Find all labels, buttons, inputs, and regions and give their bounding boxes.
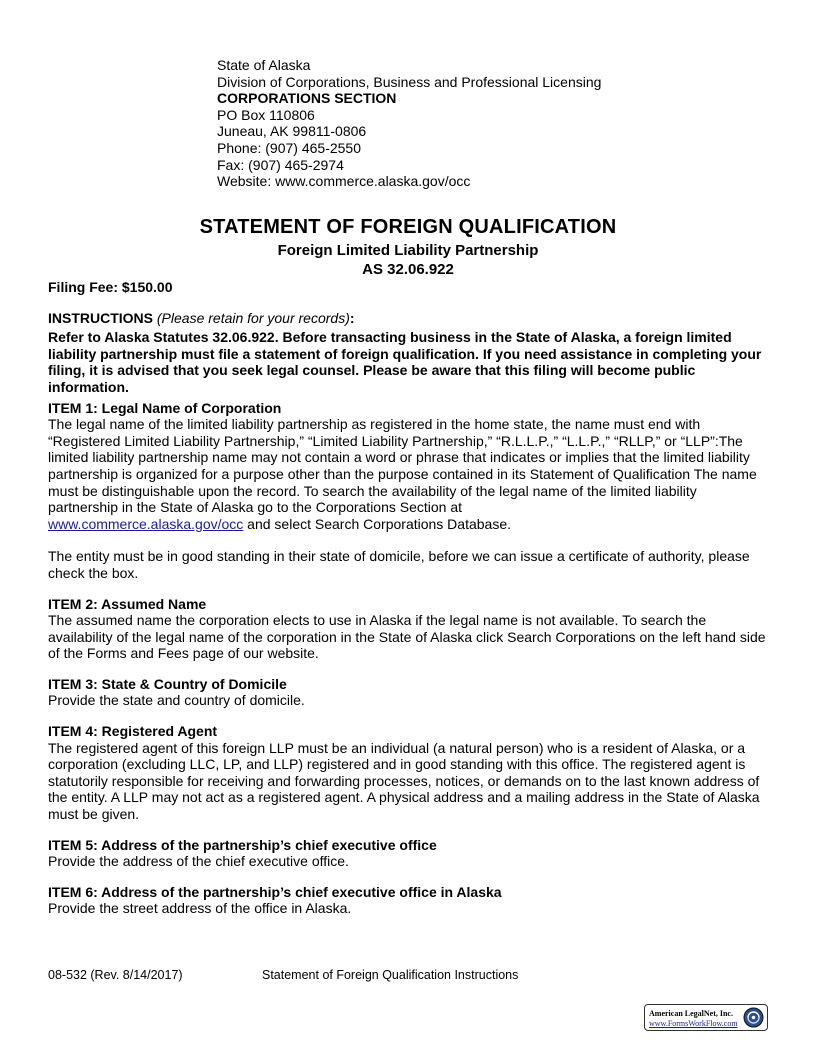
- fax-number: Fax: (907) 465-2974: [217, 156, 344, 173]
- footer-form-title: Statement of Foreign Qualification Instructions: [262, 968, 519, 982]
- item-1-heading: ITEM 1: Legal Name of Corporation: [48, 399, 282, 416]
- logo-company-name: American LegalNet, Inc.: [649, 1009, 733, 1018]
- statute-reference: AS 32.06.922: [362, 261, 454, 278]
- item-1-description: The legal name of the limited liability partnership as registered in the home state, the name must end with “Registered Limited Liability Partnership,” “Limited Liability Partnership,” “R.L.L.P.,” “L.L.P.,” “RLLP,” or “LLP”:The limited liability partnership name may not contain a word or phrase that indicates or implies that the limited liability partnership is organized for a purpose other than the purpose contained in its Statement of Qualification The name must be distinguishable upon the record. To search the availability of the legal name of the limited liability partnership in the State of Alaska go to the Corporations Section at: [48, 416, 757, 516]
- logo-website: www.FormsWorkFlow.com: [649, 1019, 738, 1028]
- item-3-section: [48, 676, 770, 709]
- legalnet-logo[interactable]: [644, 1004, 768, 1031]
- item-6-text: Provide the street address of the office in Alaska.: [48, 900, 352, 917]
- po-box: PO Box 110806: [217, 106, 315, 123]
- state-name: State of Alaska: [217, 57, 311, 73]
- item-6-section: [48, 884, 770, 917]
- instructions-body: [48, 279, 770, 917]
- filing-fee: Filing Fee: $150.00: [48, 279, 173, 295]
- city-line: Juneau, AK 99811-0806: [217, 123, 367, 140]
- form-title: STATEMENT OF FOREIGN QUALIFICATION: [199, 216, 617, 238]
- item-1-good-standing-note: The entity must be in good standing in their state of domicile, before we can issue a certificate of authority, please check the box.: [48, 548, 750, 581]
- section-name: CORPORATIONS SECTION: [217, 90, 397, 107]
- phone-number: Phone: (907) 465-2550: [217, 139, 361, 156]
- item-4-text: The registered agent of this foreign LLP must be an individual (a natural person) who is a resident of Alaska, or a corporation (excluding LLC, LP, and LLP) registered and in good standing with this office. The registered agent is statutorily responsible for receiving and forwarding processes, notices, or demands on to the last known address of the entity. A LLP may not act as a registered agent. A physical address and a mailing address in the State of Alaska must be given.: [48, 739, 760, 823]
- item-2-section: [48, 596, 770, 662]
- agency-address-block: [217, 57, 601, 190]
- instructions-intro: Refer to Alaska Statutes 32.06.922. Before transacting business in the State of Alaska, a foreign limited liability partnership must file a statement of foreign qualification. If you need assistance in completing your filing, it is advised that you seek legal counsel. Please be aware that this filing will become public information.: [48, 329, 762, 395]
- instructions-colon: :: [349, 309, 355, 326]
- item-5-section: [48, 837, 770, 870]
- instructions-note: (Please retain for your records): [156, 309, 350, 326]
- occ-website-link[interactable]: www.commerce.alaska.gov/occ: [48, 515, 244, 532]
- item-2-text: The assumed name the corporation elects to use in Alaska if the legal name is not available. To search the availability of the legal name of the corporation in the State of Alaska click Search Corporations on the left hand side of the Forms and Fees page of our website.: [48, 612, 766, 662]
- footer-form-number: 08-532 (Rev. 8/14/2017): [48, 968, 183, 982]
- item-1-text-after: and select Search Corporations Database.: [243, 515, 512, 532]
- division-name: Division of Corporations, Business and Professional Licensing: [217, 73, 602, 90]
- website: Website: www.commerce.alaska.gov/occ: [217, 173, 471, 190]
- item-4-heading: ITEM 4: Registered Agent: [48, 723, 218, 740]
- item-1-text: [48, 416, 770, 532]
- instructions-heading: [48, 310, 770, 327]
- item-2-heading: ITEM 2: Assumed Name: [48, 595, 207, 612]
- globe-icon: [743, 1007, 764, 1028]
- form-subtitle: Foreign Limited Liability Partnership: [277, 242, 539, 259]
- item-6-heading: ITEM 6: Address of the partnership’s chief executive office in Alaska: [48, 883, 502, 900]
- item-4-section: [48, 723, 770, 823]
- item-1-section: [48, 400, 770, 582]
- item-3-heading: ITEM 3: State & Country of Domicile: [48, 675, 287, 692]
- instructions-label: INSTRUCTIONS: [48, 309, 153, 326]
- item-3-text: Provide the state and country of domicile.: [48, 692, 305, 709]
- item-5-heading: ITEM 5: Address of the partnership’s chief executive office: [48, 836, 437, 853]
- item-5-text: Provide the address of the chief executive office.: [48, 853, 349, 870]
